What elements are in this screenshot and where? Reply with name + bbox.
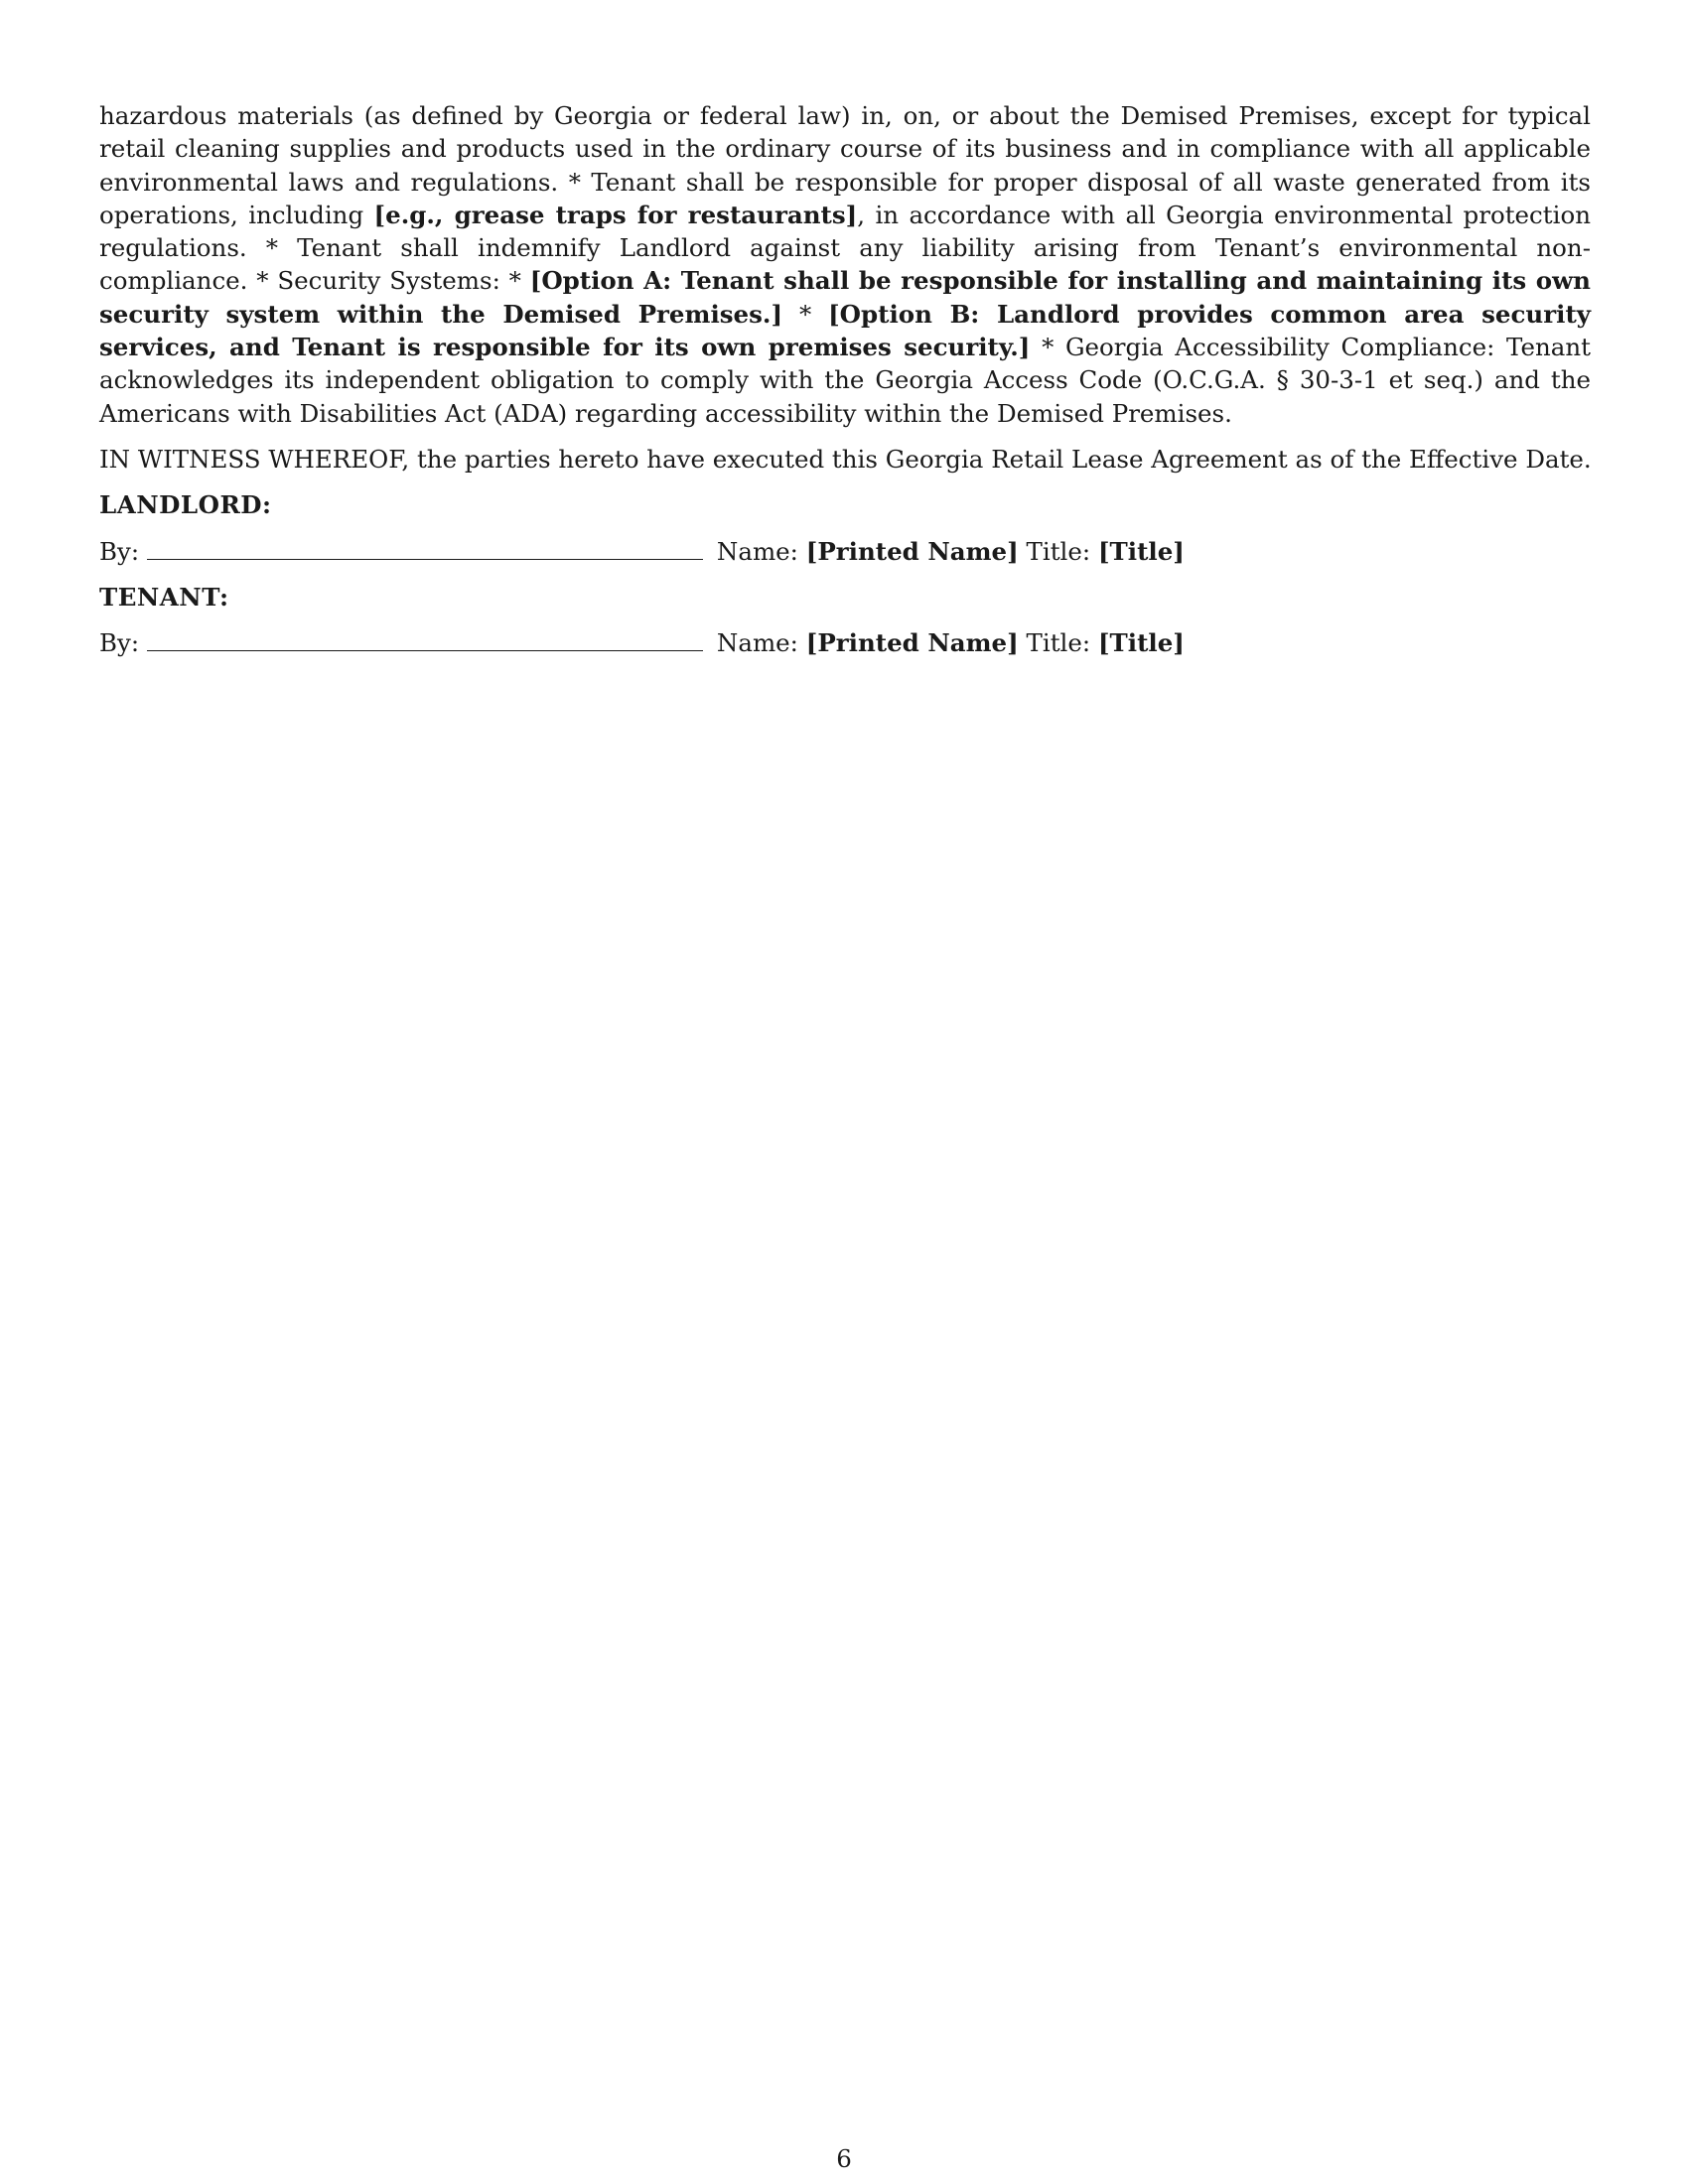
landlord-title-value: [Title]: [1097, 536, 1185, 566]
tenant-by-label: By:: [99, 628, 140, 658]
clause-text-3: *: [782, 299, 829, 329]
tenant-signature-line: [99, 626, 1591, 659]
grease-traps-placeholder: [e.g., grease traps for restaurants]: [373, 200, 858, 229]
landlord-by-label: By:: [99, 536, 140, 566]
landlord-signature-field[interactable]: [147, 537, 703, 560]
tenant-title-value: [Title]: [1097, 628, 1185, 658]
landlord-name-value: [Printed Name]: [805, 536, 1019, 566]
environmental-clause-paragraph: [99, 99, 1591, 430]
landlord-label: LANDLORD:: [99, 490, 272, 520]
witness-statement: IN WITNESS WHEREOF, the parties hereto have executed this Georgia Retail Lease Agreement as of the Effective Date.: [99, 444, 1592, 474]
clause-text-2: , in accordance with all Georgia environmental protection regulations. * Tenant shall indemnify Landlord against any liability arising from Tenant’s environmental non-compliance. * Security Systems: *: [99, 200, 1591, 296]
landlord-name-label: Name:: [716, 536, 798, 566]
landlord-title-label: Title:: [1026, 536, 1091, 566]
tenant-name-label: Name:: [716, 628, 798, 658]
security-option-a: [Option A: Tenant shall be responsible for installing and maintaining its own security system within the Demised Premises.]: [99, 266, 1591, 329]
page-number: 6: [836, 2144, 852, 2173]
clause-text-4: * Georgia Accessibility Compliance: Tenant acknowledges its independent obligation to comply with the Georgia Access Code (O.C.G.A. § 30-3-1 et seq.) and the Americans with Disabilities Act (ADA) regarding accessibility within the Demised Premises.: [99, 333, 1592, 428]
tenant-name-value: [Printed Name]: [805, 628, 1019, 658]
tenant-title-label: Title:: [1026, 628, 1091, 658]
tenant-label: TENANT:: [99, 582, 229, 612]
document-page: [99, 99, 1591, 659]
landlord-signature-line: [99, 535, 1591, 568]
tenant-signature-field[interactable]: [147, 628, 703, 651]
security-option-b: [Option B: Landlord provides common area security services, and Tenant is responsible for its own premises security.]: [99, 299, 1592, 362]
clause-text-1: hazardous materials (as defined by Georgia or federal law) in, on, or about the Demised Premises, except for typical retail cleaning supplies and products used in the ordinary course of its business and in compliance with all applicable environmental laws and regulations. * Tenant shall be responsible for proper disposal of all waste generated from its operations, including: [99, 101, 1591, 229]
